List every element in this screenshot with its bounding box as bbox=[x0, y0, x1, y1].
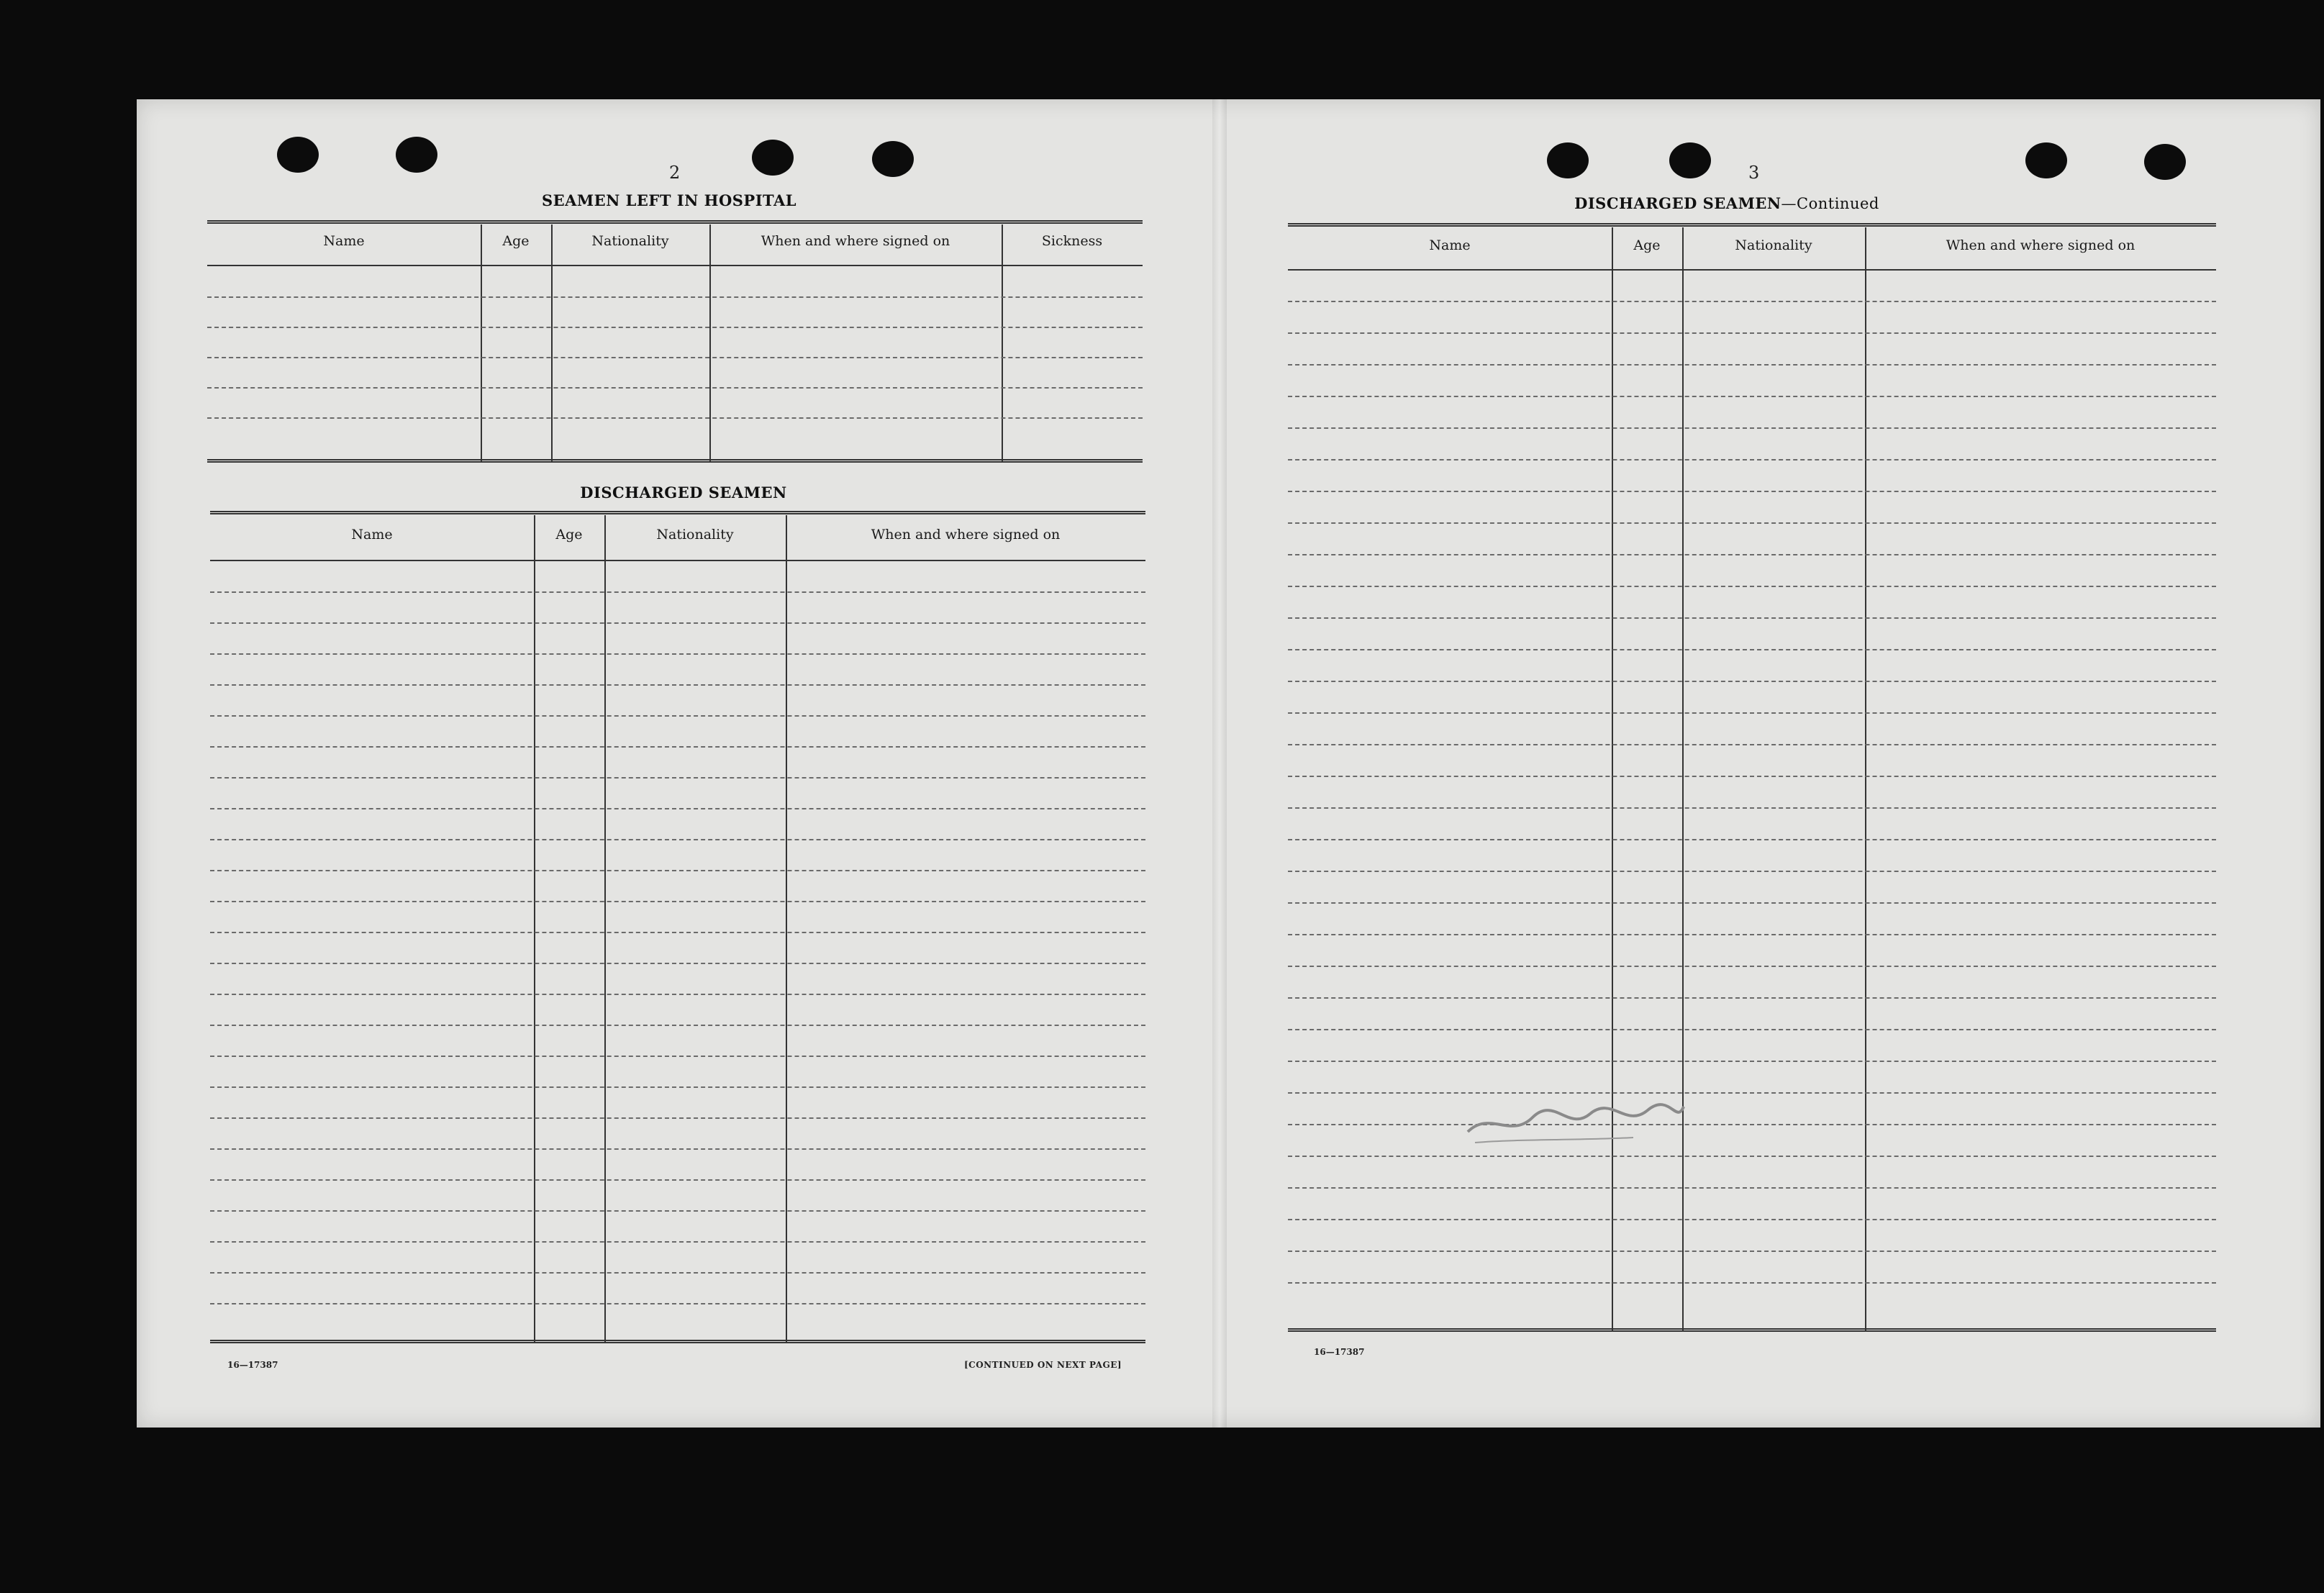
page-number-left: 2 bbox=[669, 163, 681, 183]
document-spread bbox=[137, 99, 2320, 1428]
discharged-continued-title bbox=[1547, 194, 1907, 212]
column-header-sickness: Sickness bbox=[1041, 233, 1103, 249]
page-number-right: 3 bbox=[1748, 163, 1760, 183]
form-number-right: 16—17387 bbox=[1314, 1347, 1365, 1357]
punch-hole bbox=[277, 137, 319, 173]
column-header-signed-on: When and where signed on bbox=[1946, 237, 2135, 253]
column-header-nationality: Nationality bbox=[1735, 237, 1812, 253]
column-header-nationality: Nationality bbox=[591, 233, 669, 249]
column-header-name: Name bbox=[351, 527, 393, 543]
form-number-left: 16—17387 bbox=[227, 1360, 278, 1370]
punch-hole bbox=[1669, 142, 1711, 178]
title-main: DISCHARGED SEAMEN bbox=[1574, 194, 1781, 212]
column-header-name: Name bbox=[1429, 237, 1471, 253]
discharged-continued-table bbox=[1288, 223, 2216, 1335]
punch-hole bbox=[752, 140, 794, 176]
bleed-through-mark bbox=[1461, 1089, 1691, 1153]
column-header-age: Age bbox=[555, 527, 583, 543]
continued-note: [CONTINUED ON NEXT PAGE] bbox=[964, 1360, 1122, 1370]
discharged-table bbox=[210, 511, 1145, 1347]
title-continued: —Continued bbox=[1781, 195, 1879, 212]
hospital-table bbox=[207, 220, 1143, 465]
hospital-section-title: SEAMEN LEFT IN HOSPITAL bbox=[541, 191, 797, 209]
column-header-age: Age bbox=[502, 233, 530, 249]
column-header-age: Age bbox=[1633, 237, 1661, 253]
punch-hole bbox=[2025, 142, 2067, 178]
column-header-nationality: Nationality bbox=[656, 527, 734, 543]
column-header-name: Name bbox=[323, 233, 365, 249]
column-header-signed-on: When and where signed on bbox=[871, 527, 1061, 543]
punch-hole bbox=[2144, 144, 2186, 180]
column-header-signed-on: When and where signed on bbox=[761, 233, 950, 249]
page-fold bbox=[1212, 99, 1227, 1428]
punch-hole bbox=[396, 137, 437, 173]
discharged-section-title: DISCHARGED SEAMEN bbox=[580, 484, 787, 502]
punch-hole bbox=[872, 141, 914, 177]
punch-hole bbox=[1547, 142, 1589, 178]
